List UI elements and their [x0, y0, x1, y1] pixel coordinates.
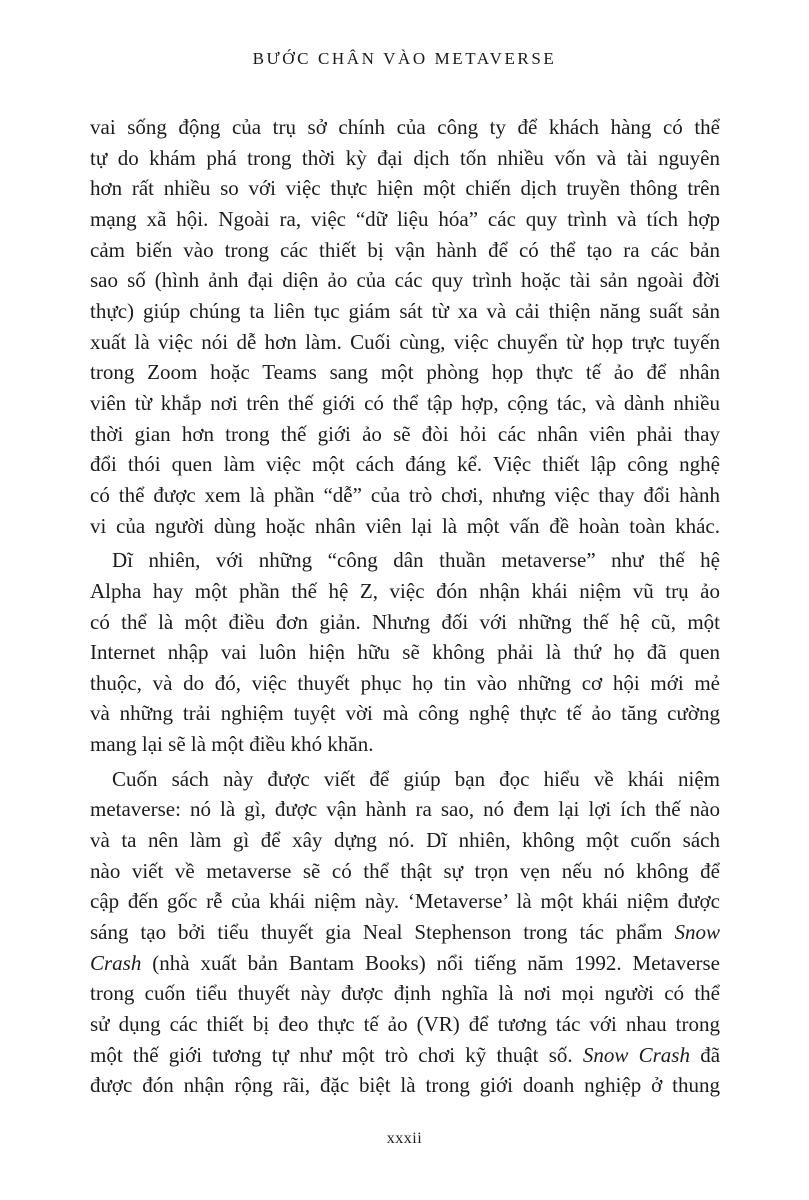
- text-run: thực) giúp chúng ta liên tục giám sát từ xa và cải thiện năng suất sản: [90, 298, 720, 323]
- text-line: [90, 296, 720, 327]
- text-line: [90, 1040, 720, 1071]
- text-run: thuộc, và do đó, việc thuyết phục họ tin vào những cơ hội mới mẻ: [90, 670, 720, 695]
- text-line: [90, 235, 720, 266]
- page-number: xxxii: [386, 1130, 423, 1147]
- text-line: [90, 576, 720, 607]
- text-run: metaverse: nó là gì, được vận hành ra sao, nó đem lại lợi ích thế nào: [90, 797, 720, 822]
- text-line: [90, 886, 720, 917]
- text-run: sử dụng các thiết bị đeo thực tế ảo (VR) để tương tác với nhau trong: [90, 1012, 720, 1037]
- running-header-title: BƯỚC CHÂN VÀO METAVERSE: [252, 49, 557, 68]
- text-line: [90, 143, 720, 174]
- page-footer: [0, 1129, 809, 1149]
- text-run: mang lại sẽ là một điều khó khăn.: [90, 732, 374, 757]
- text-line: [90, 511, 720, 542]
- running-header: [0, 49, 809, 69]
- italic-text-run: Snow: [674, 920, 720, 945]
- italic-text-run: Snow Crash: [582, 1042, 690, 1067]
- text-run: tự do khám phá trong thời kỳ đại dịch tốn nhiều vốn và tài nguyên: [90, 145, 720, 170]
- text-run: sao số (hình ảnh đại diện ảo của các quy trình hoặc tài sản ngoài đời: [90, 268, 720, 293]
- text-run: cảm biến vào trong các thiết bị vận hành để có thể tạo ra các bản: [90, 237, 720, 262]
- text-run: viên từ khắp nơi trên thế giới có thể tập hợp, cộng tác, và dành nhiều: [90, 390, 720, 415]
- text-run: được đón nhận rộng rãi, đặc biệt là trong giới doanh nghiệp ở thung: [90, 1073, 720, 1098]
- text-run: đã: [689, 1042, 721, 1067]
- text-run: trong Zoom hoặc Teams sang một phòng họp thực tế ảo để nhân: [90, 360, 720, 385]
- text-run: và ta nên làm gì để xây dựng nó. Dĩ nhiên, không một cuốn sách: [90, 828, 720, 853]
- text-run: hơn rất nhiều so với việc thực hiện một chiến dịch truyền thông trên: [90, 176, 720, 201]
- text-line: [90, 607, 720, 638]
- text-line: [90, 1009, 720, 1040]
- text-run: đổi thói quen làm việc một cách đáng kể. Việc thiết lập công nghệ: [90, 452, 720, 477]
- text-run: trong cuốn tiểu thuyết này được định nghĩa là nơi mọi người có thể: [90, 981, 720, 1006]
- text-line: [90, 204, 720, 235]
- italic-text-run: Crash: [90, 950, 142, 975]
- text-run: xuất là việc nói dễ hơn làm. Cuối cùng, việc chuyển từ họp trực tuyến: [90, 329, 720, 354]
- text-run: và những trải nghiệm tuyệt vời mà công nghệ thực tế ảo tăng cường: [90, 701, 720, 726]
- text-line: [90, 480, 720, 511]
- text-run: mạng xã hội. Ngoài ra, việc “dữ liệu hóa” các quy trình và tích hợp: [90, 206, 720, 231]
- text-run: vi của người dùng hoặc nhân viên lại là một vấn đề hoàn toàn khác.: [90, 513, 720, 538]
- text-line: [90, 794, 720, 825]
- text-run: thời gian hơn trong thế giới ảo sẽ đòi hỏi các nhân viên phải thay: [90, 421, 720, 446]
- text-line: [90, 327, 720, 358]
- paragraph: [90, 545, 720, 760]
- text-line: [90, 825, 720, 856]
- text-run: một thế giới tương tự như một trò chơi kỹ thuật số.: [90, 1042, 583, 1067]
- text-line: [90, 449, 720, 480]
- text-line: [90, 978, 720, 1009]
- text-line: [90, 637, 720, 668]
- text-run: cập đến gốc rễ của khái niệm này. ‘Metaverse’ là một khái niệm được: [90, 889, 720, 914]
- text-line: [90, 265, 720, 296]
- text-run: (nhà xuất bản Bantam Books) nổi tiếng năm 1992. Metaverse: [141, 950, 720, 975]
- text-run: Alpha hay một phần thế hệ Z, việc đón nhận khái niệm vũ trụ ảo: [90, 578, 720, 603]
- text-line: [90, 357, 720, 388]
- text-line: [90, 698, 720, 729]
- text-line: [90, 545, 720, 576]
- text-line: [90, 729, 720, 760]
- paragraph: [90, 112, 720, 541]
- text-run: Dĩ nhiên, với những “công dân thuần metaverse” như thế hệ: [112, 548, 720, 573]
- text-line: [90, 856, 720, 887]
- text-line: [90, 917, 720, 948]
- text-run: có thể là một điều đơn giản. Nhưng đối với những thế hệ cũ, một: [90, 609, 720, 634]
- text-run: nào viết về metaverse sẽ có thể thật sự trọn vẹn nếu nó không để: [90, 858, 720, 883]
- text-run: Cuốn sách này được viết để giúp bạn đọc hiểu về khái niệm: [112, 766, 720, 791]
- text-line: [90, 419, 720, 450]
- text-run: sáng tạo bởi tiểu thuyết gia Neal Stephenson trong tác phẩm: [90, 920, 675, 945]
- paragraph: [90, 764, 720, 1101]
- text-run: vai sống động của trụ sở chính của công ty để khách hàng có thể: [90, 115, 720, 139]
- text-run: Internet nhập vai luôn hiện hữu sẽ không phải là thứ họ đã quen: [90, 640, 720, 665]
- text-line: [90, 764, 720, 795]
- text-line: [90, 388, 720, 419]
- text-line: [90, 112, 720, 143]
- text-line: [90, 173, 720, 204]
- text-run: có thể được xem là phần “dễ” của trò chơi, nhưng việc thay đổi hành: [90, 482, 720, 507]
- text-line: [90, 1070, 720, 1101]
- text-line: [90, 948, 720, 979]
- page-body: [90, 112, 720, 1101]
- text-line: [90, 668, 720, 699]
